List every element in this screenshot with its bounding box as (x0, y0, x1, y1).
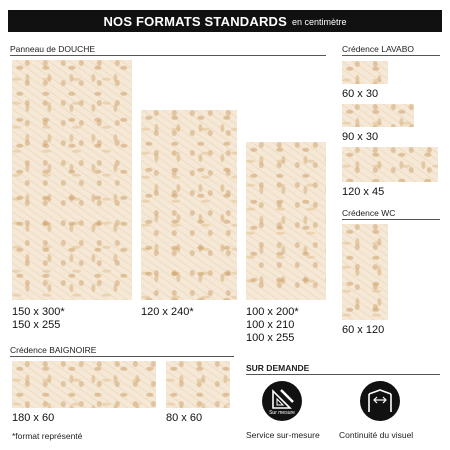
size-label-douche-3b: 100 x 210 (246, 319, 295, 331)
banner-unit-note: en centimètre (292, 17, 347, 27)
section-divider-lavabo (342, 55, 440, 56)
size-label-lavabo-3: 120 x 45 (342, 186, 385, 198)
section-title-wc: Crédence WC (342, 208, 396, 218)
section-title-douche: Panneau de DOUCHE (10, 44, 96, 54)
sur-mesure-icon-text: Sur mesure (269, 410, 295, 416)
size-label-douche-1a: 150 x 300* (12, 306, 65, 318)
size-label-douche-3c: 100 x 255 (246, 332, 295, 344)
size-label-douche-3a: 100 x 200* (246, 306, 299, 318)
banner-title: NOS FORMATS STANDARDS (103, 13, 287, 29)
panel-wc-60x120 (342, 224, 388, 320)
panel-douche-120x240 (141, 110, 237, 300)
panel-lavabo-120x45 (342, 147, 438, 182)
section-divider-douche (10, 55, 326, 56)
size-label-baignoire-1: 180 x 60 (12, 412, 55, 424)
section-title-baignoire: Crédence BAIGNOIRE (10, 345, 97, 355)
panel-douche-100x200 (246, 142, 326, 300)
size-label-lavabo-1: 60 x 30 (342, 88, 379, 100)
size-label-douche-2a: 120 x 240* (141, 306, 194, 318)
section-title-lavabo: Crédence LAVABO (342, 44, 414, 54)
service-sur-mesure-label: Service sur-mesure (246, 430, 320, 440)
section-title-sur-demande: SUR DEMANDE (246, 363, 310, 373)
section-divider-wc (342, 219, 440, 220)
set-square-ruler-icon (262, 381, 302, 421)
size-label-baignoire-2: 80 x 60 (166, 412, 203, 424)
continuous-panel-icon (360, 381, 400, 421)
panel-lavabo-90x30 (342, 104, 414, 127)
size-label-wc-1: 60 x 120 (342, 324, 385, 336)
header-banner (8, 10, 442, 32)
panel-douche-150x300 (12, 60, 132, 300)
continuite-du-visuel-label: Continuité du visuel (339, 430, 414, 440)
size-label-lavabo-2: 90 x 30 (342, 131, 379, 143)
panel-baignoire-80x60 (166, 361, 230, 408)
footnote: *format représenté (12, 431, 83, 441)
section-divider-sur-demande (246, 374, 440, 375)
panel-baignoire-180x60 (12, 361, 156, 408)
size-label-douche-1b: 150 x 255 (12, 319, 61, 331)
section-divider-baignoire (10, 356, 234, 357)
panel-lavabo-60x30 (342, 61, 388, 84)
